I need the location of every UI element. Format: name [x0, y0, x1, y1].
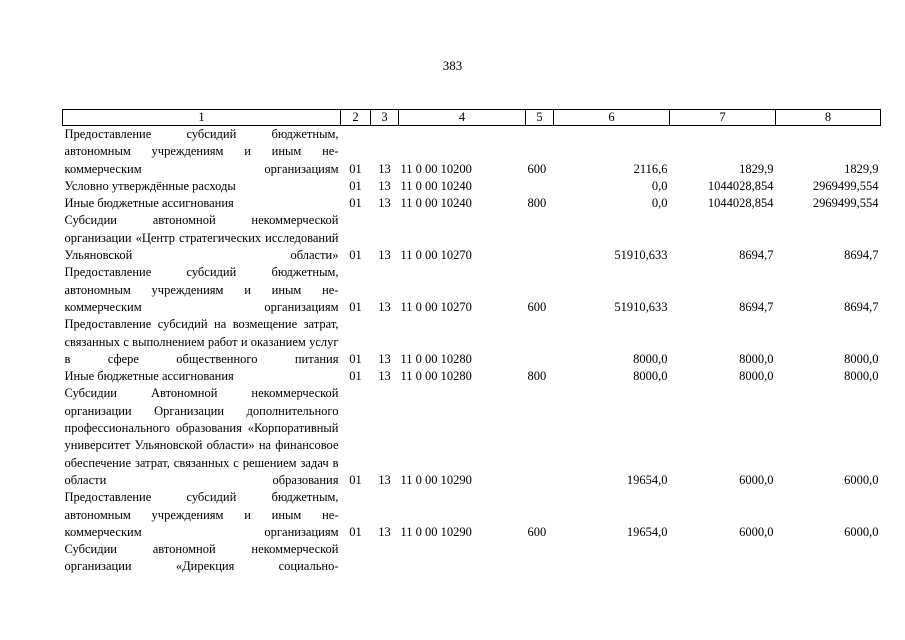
row-subsection: 13 [378, 196, 391, 211]
row-description: Предоставление субсидий бюджетным, автономным учреждениям и иным некоммерческим организациям [64, 490, 339, 539]
header-col-1: 1 [63, 110, 341, 126]
header-col-6: 6 [554, 110, 670, 126]
header-col-2: 2 [341, 110, 371, 126]
row-subsection: 13 [378, 248, 391, 263]
row-value-7: 8000,0 [739, 369, 774, 384]
header-col-7: 7 [670, 110, 776, 126]
row-value-7: 1829,9 [739, 161, 774, 176]
header-row [63, 110, 881, 126]
row-value-7: 1044028,854 [707, 196, 774, 211]
row-value-7: 8000,0 [739, 351, 774, 366]
row-section: 01 [349, 524, 362, 539]
row-target-code: 11 0 00 10280 [400, 369, 472, 384]
row-target-code: 11 0 00 10200 [400, 161, 472, 176]
row-value-8: 1829,9 [844, 161, 879, 176]
row-section: 01 [349, 196, 362, 211]
row-section: 01 [349, 299, 362, 314]
row-description: Иные бюджетные ассигнования [64, 196, 234, 211]
row-section [341, 541, 371, 576]
row-value-8: 2969499,554 [812, 196, 879, 211]
header-col-3: 3 [371, 110, 399, 126]
row-subsection: 13 [378, 524, 391, 539]
row-value-7: 6000,0 [739, 524, 774, 539]
table-row [63, 212, 881, 264]
row-expense-type [526, 316, 554, 368]
row-description: Иные бюджетные ассигнования [64, 369, 234, 384]
row-value-6: 51910,633 [614, 299, 668, 314]
row-target-code [399, 541, 526, 576]
row-description: Субсидии Автономной некоммерческой организации Организации дополнительного профессионального образования «Корпоративный университет Ульяновской области» на финансовое обеспечение затрат, связанных с решением задач в области образования [64, 386, 339, 487]
row-subsection: 13 [378, 351, 391, 366]
row-target-code: 11 0 00 10290 [400, 472, 472, 487]
table-row [63, 126, 881, 178]
row-target-code: 11 0 00 10240 [400, 196, 472, 211]
row-value-6: 19654,0 [626, 472, 668, 487]
row-description: Предоставление субсидий на возмещение затрат, связанных с выполнением работ и оказанием услуг в сфере общественного питания [64, 317, 339, 366]
row-expense-type: 800 [527, 196, 547, 211]
row-value-8: 8000,0 [844, 369, 879, 384]
row-value-7: 8694,7 [739, 299, 774, 314]
table-row [63, 178, 881, 195]
row-target-code: 11 0 00 10290 [400, 524, 472, 539]
row-expense-type [526, 385, 554, 489]
header-col-4: 4 [399, 110, 526, 126]
row-subsection: 13 [378, 299, 391, 314]
row-description: Субсидии автономной некоммерческой организации «Центр стратегических исследований Ульяновской области» [64, 213, 339, 263]
row-expense-type [526, 212, 554, 264]
table-row [63, 368, 881, 385]
row-subsection: 13 [378, 178, 391, 193]
row-value-7: 1044028,854 [707, 178, 774, 193]
row-value-8: 6000,0 [844, 524, 879, 539]
row-subsection [371, 541, 399, 576]
row-value-8: 8694,7 [844, 299, 879, 314]
row-value-6: 0,0 [651, 178, 668, 193]
row-value-8 [776, 541, 881, 576]
row-expense-type: 600 [527, 524, 547, 539]
table-row [63, 195, 881, 212]
header-col-5: 5 [526, 110, 554, 126]
row-subsection: 13 [378, 161, 391, 176]
row-section: 01 [349, 178, 362, 193]
row-description: Условно утверждённые расходы [64, 178, 236, 193]
row-value-7 [670, 541, 776, 576]
row-value-7: 8694,7 [739, 248, 774, 263]
row-target-code: 11 0 00 10280 [400, 351, 472, 366]
row-section: 01 [349, 248, 362, 263]
row-value-6: 8000,0 [633, 351, 668, 366]
row-expense-type [526, 541, 554, 576]
row-expense-type: 600 [527, 299, 547, 314]
table-row [63, 385, 881, 489]
row-target-code: 11 0 00 10270 [400, 248, 472, 263]
row-section: 01 [349, 351, 362, 366]
row-section: 01 [349, 472, 362, 487]
row-subsection: 13 [378, 369, 391, 384]
table-row [63, 541, 881, 576]
row-value-6 [554, 541, 670, 576]
table-row [63, 316, 881, 368]
row-value-6: 51910,633 [614, 248, 668, 263]
row-description: Предоставление субсидий бюджетным, автономным учреждениям и иным некоммерческим организациям [64, 127, 339, 176]
row-target-code: 11 0 00 10240 [400, 178, 472, 193]
row-section: 01 [349, 369, 362, 384]
row-target-code: 11 0 00 10270 [400, 299, 472, 314]
row-expense-type: 600 [527, 161, 547, 176]
row-value-8: 6000,0 [844, 472, 879, 487]
header-col-8: 8 [776, 110, 881, 126]
row-value-6: 8000,0 [633, 369, 668, 384]
row-section: 01 [349, 161, 362, 176]
row-subsection: 13 [378, 472, 391, 487]
row-value-8: 8694,7 [844, 248, 879, 263]
row-value-8: 2969499,554 [812, 178, 879, 193]
page-number: 383 [442, 58, 463, 73]
row-value-8: 8000,0 [844, 351, 879, 366]
row-description: Предоставление субсидий бюджетным, автономным учреждениям и иным некоммерческим организациям [64, 265, 339, 314]
row-value-7: 6000,0 [739, 472, 774, 487]
row-expense-type [526, 178, 554, 195]
row-value-6: 2116,6 [633, 161, 668, 176]
table-row [63, 264, 881, 316]
table-row [63, 489, 881, 541]
row-value-6: 19654,0 [626, 524, 668, 539]
row-expense-type: 800 [527, 369, 547, 384]
budget-table [62, 109, 881, 576]
row-value-6: 0,0 [651, 196, 668, 211]
row-description: Субсидии автономной некоммерческой организации «Дирекция социально- [64, 542, 339, 574]
